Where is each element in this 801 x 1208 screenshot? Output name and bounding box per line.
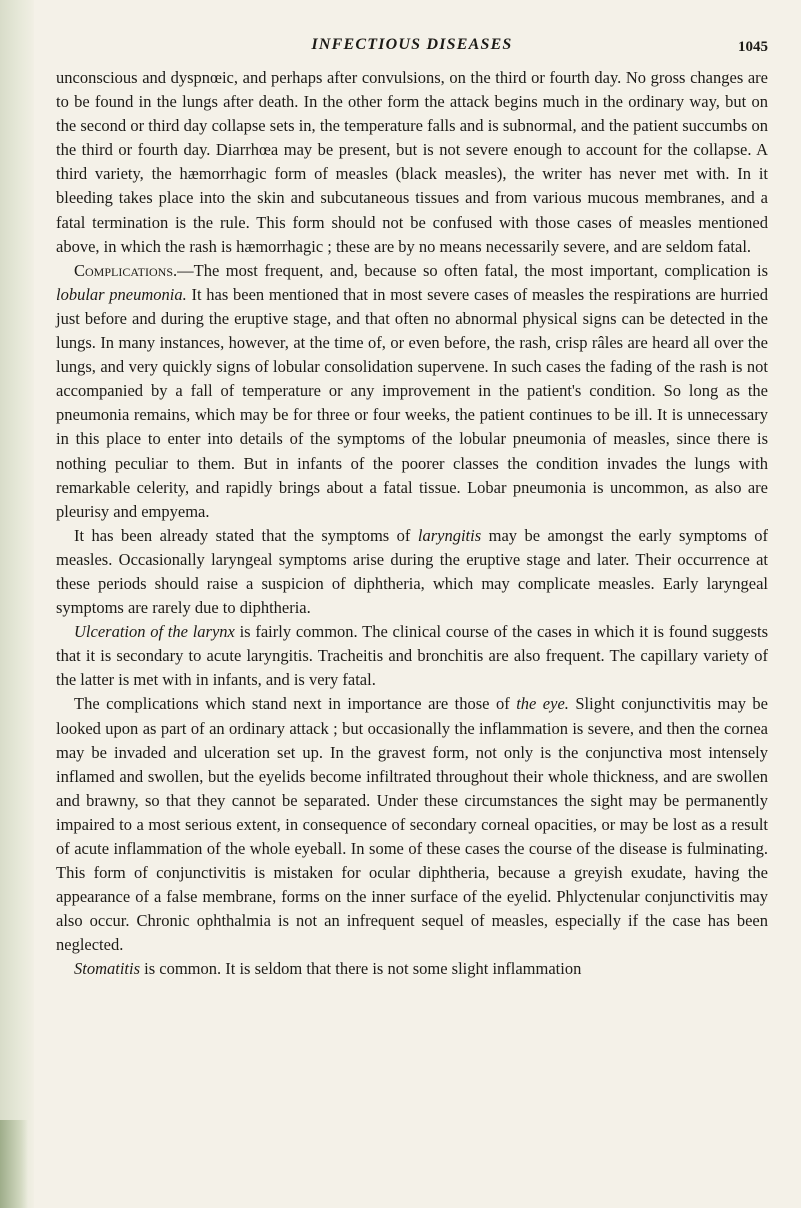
emphasized-term: Stomatitis [74,959,141,979]
paragraph-text: It has been mentioned that in most severe cases of measles the respirations are hurried just before and during the eruptive stage, and that often no abnormal physical signs can be detected in the lungs. In many instances, however, at the time of, or even before, the rash, crisp râles are heard all over the lungs, and very quickly signs of lobular consolidation supervene. In such cases the fading of the rash is not accompanied by a fall of temperature or any improvement in the patient's condition. So long as the pneumonia remains, which may be for three or four weeks, the patient continues to be ill. It is unnecessary in this place to enter into details of the symptoms of the lobular pneumonia of measles, since there is nothing peculiar to them. But in infants of the poorer classes the condition invades the lungs with remarkable celerity, and rapidly brings about a fatal tissue. Lobar pneumonia is uncommon, as also are pleurisy and empyema. [56,284,768,521]
paragraph-text: unconscious and dyspnœic, and perhaps after convulsions, on the third or fourth day. No gross changes are to be found in the lungs after death. In the other form the attack begins much in the ordinary way, but on the second or third day collapse sets in, the temperature falls and is subnormal, and the patient succumbs on the third or fourth day. Diarrhœa may be present, but is not severe enough to account for the collapse. A third variety, the hæmorrhagic form of measles (black measles), the writer has never met with. In it bleeding takes place into the skin and subcutaneous tissues and from various mucous membranes, and a fatal termination is the rule. This form should not be confused with those cases of measles mentioned above, in which the rash is hæmorrhagic ; these are by no means necessarily severe, and are seldom fatal. [56,68,768,256]
emphasized-term: Ulceration of the larynx [74,622,235,642]
emphasized-term: laryngitis [417,525,482,545]
page-header [56,36,768,66]
emphasized-term: lobular pneumonia. [56,284,187,304]
paragraph-eye [56,692,768,957]
paragraph-complications [56,259,768,524]
paragraph-text: —The most frequent, and, because so often fatal, the most important, complication is [177,260,768,280]
paragraph-text: is fairly common. The clinical course of the cases in which it is found suggests that it is secondary to acute laryngitis. Tracheitis and bronchitis are also frequent. The capillary variety of the latter is met with in infants, and is very fatal. [56,622,768,690]
paragraph-ulceration [56,620,768,692]
paragraph-continuation [56,66,768,259]
page-edge-shadow [0,0,34,1208]
paragraph-text: is common. It is seldom that there is not some slight inflammation [140,959,582,979]
book-page [56,36,768,982]
paragraph-laryngitis [56,524,768,620]
paragraph-stomatitis [56,957,768,981]
running-title: INFECTIOUS DISEASES [311,36,513,53]
paragraph-text: may be amongst the early symptoms of measles. Occasionally laryngeal symptoms arise during the eruptive stage and later. Their occurrence at these periods should raise a suspicion of diphtheria, which may complicate measles. Early laryngeal symptoms are rarely due to diphtheria. [56,525,768,618]
page-edge-tint [0,1120,28,1208]
page-number: 1045 [738,39,768,55]
paragraph-text: The complications which stand next in importance are those of [74,694,517,714]
emphasized-term: the eye. [516,694,569,714]
section-lead: Complications. [74,260,178,280]
paragraph-text: It has been already stated that the symptoms of [74,525,418,545]
paragraph-text: Slight conjunctivitis may be looked upon as part of an ordinary attack ; but occasionally the inflammation is severe, and then the cornea may be invaded and ulceration set up. In the gravest form, not only is the conjunctiva most intensely inflamed and swollen, but the eyelids become infiltrated throughout their whole thickness, and are swollen and brawny, so that they cannot be separated. Under these circumstances the sight may be permanently impaired to a most serious extent, in consequence of secondary corneal opacities, or may be lost as a result of acute inflammation of the whole eyeball. In some of these cases the course of the disease is fulminating. This form of conjunctivitis is mistaken for ocular diphtheria, because a greyish exudate, having the appearance of a false membrane, forms on the inner surface of the eyelid. Phlyctenular conjunctivitis may also occur. Chronic ophthalmia is not an infrequent sequel of measles, especially if the case has been neglected. [56,694,768,955]
